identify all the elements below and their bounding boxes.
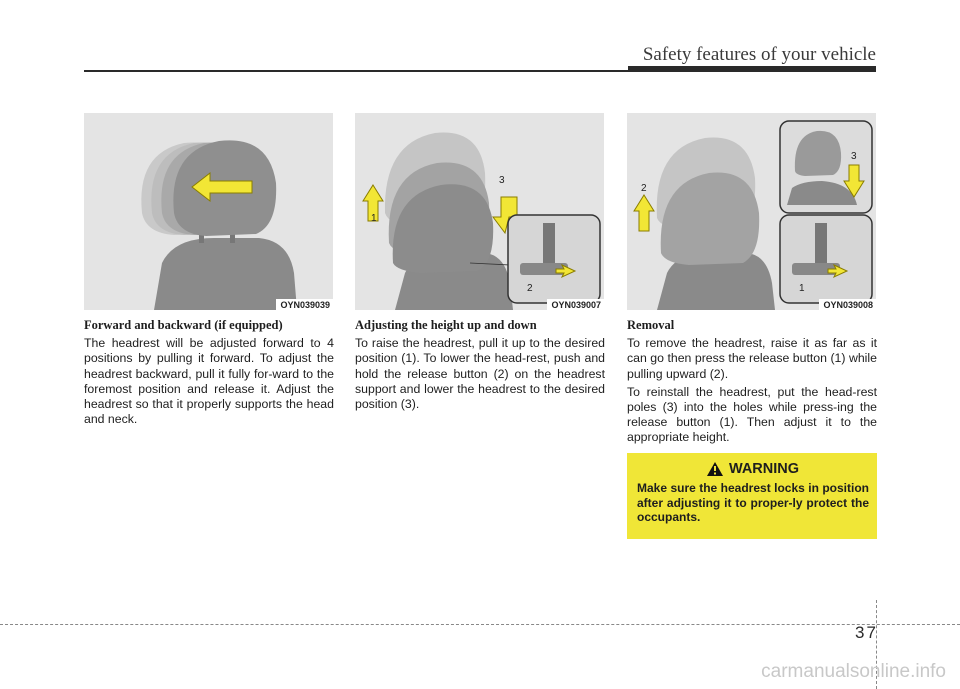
section-heading: Forward and backward (if equipped): [84, 318, 283, 332]
figure-label-2: 2: [527, 283, 533, 294]
warning-box: [627, 453, 877, 539]
figure-label-1: 1: [799, 283, 805, 294]
section-height-adjust: [355, 318, 605, 415]
section-paragraph: To raise the headrest, pull it up to the desired position (1). To lower the head-rest, push and hold the release button (2) on the headrest support and lower the headrest to the desired position (3).: [355, 336, 605, 412]
section-heading: Removal: [627, 318, 675, 332]
figure-label-3: 3: [499, 175, 505, 186]
headrest-removal-illustration: [627, 113, 876, 310]
figure-code: OYN039007: [547, 299, 604, 310]
figure-code: OYN039008: [819, 299, 876, 310]
figure-label-2: 2: [641, 183, 647, 194]
warning-title: WARNING: [728, 461, 800, 477]
figure-removal: [627, 113, 876, 310]
section-paragraph: The headrest will be adjusted forward to 4 positions by pulling it forward. To adjust the headrest backward, pull it fully for-ward to the foremost position and release it. Adjust the headrest so that it properly supports the head and neck.: [84, 336, 334, 427]
headrest-height-illustration: [355, 113, 604, 310]
warning-triangle-icon: [707, 462, 723, 476]
page-header-title: Safety features of your vehicle: [642, 44, 876, 65]
section-removal: [627, 318, 877, 449]
figure-label-3: 3: [851, 151, 857, 162]
headrest-forward-illustration: [84, 113, 333, 310]
figure-forward-backward: [84, 113, 333, 310]
figure-code: OYN039039: [276, 299, 333, 310]
section-paragraph: To reinstall the headrest, put the head-rest poles (3) into the holes while press-ing the release button (1). Then adjust it to the appropriate height.: [627, 384, 877, 445]
footer-rule: [0, 624, 960, 625]
figure-height-adjust: [355, 113, 604, 310]
header-rule-accent: [628, 66, 876, 72]
page-number: 37: [855, 623, 878, 642]
warning-header: [637, 461, 869, 477]
figure-label-1: 1: [371, 213, 377, 224]
warning-text: Make sure the headrest locks in position after adjusting it to proper-ly protect the occupants.: [637, 481, 869, 524]
arrow-up-icon: [634, 195, 654, 231]
section-heading: Adjusting the height up and down: [355, 318, 537, 332]
section-forward-backward: [84, 318, 334, 430]
watermark: carmanualsonline.info: [761, 661, 946, 682]
section-paragraph: To remove the headrest, raise it as far as it can go then press the release button (1) while pulling upward (2).: [627, 336, 877, 381]
